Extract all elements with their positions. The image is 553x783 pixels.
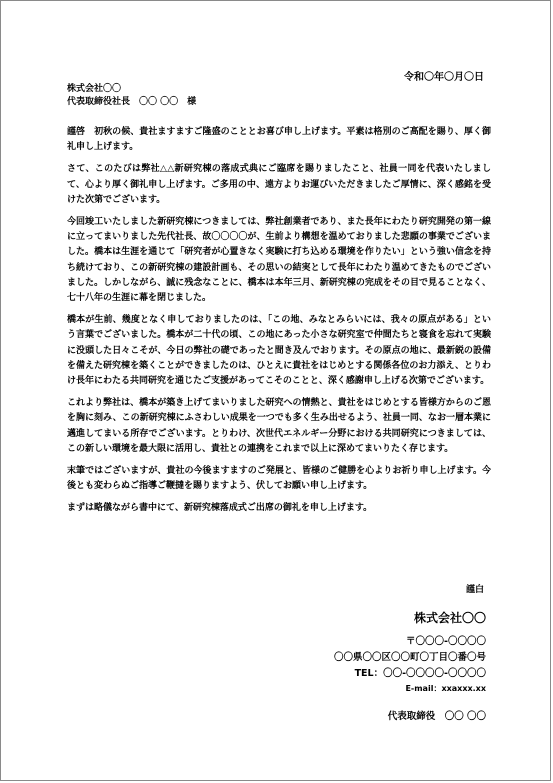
paragraph-wishes: 末筆ではございますが、貴社の今後ますますのご発展と、皆様のご健勝を心よりお祈り申し上げます。今後とも変わらぬご指導ご鞭撻を賜りますよう、伏してお願い申し上げます。 <box>67 466 491 492</box>
recipient-name: 代表取締役社長 〇〇 〇〇 様 <box>67 97 197 107</box>
sender-company: 株式会社〇〇 <box>413 611 486 625</box>
sender-block <box>334 609 486 722</box>
letter-body <box>67 125 491 524</box>
sender-postal: 〒〇〇〇-〇〇〇〇 <box>406 636 486 647</box>
paragraph-background: 今回竣工いたしました新研究棟につきましては、弊社創業者であり、また長年にわたり研究開発の第一線に立ってまいりました先代社長、故〇〇〇〇が、生前より構想を温めておりました悲願の事業でございました。橋本は生涯を通じて「研究者が心置きなく実験に打ち込める環境を作りたい」という強い信念を持ち続けており、この新研究棟の建設計画も、その思いの結実として長年にわたり温めてきたものでございました。しかしながら、誠に残念なことに、橋本は本年三月、新研究棟の完成をその目で見ることなく、七十八年の生涯に幕を閉じました。 <box>67 217 491 304</box>
paragraph-greeting: 謹啓 初秋の候、貴社ますますご隆盛のこととお喜び申し上げます。平素は格別のご高配を賜り、厚く御礼申し上げます。 <box>67 127 491 153</box>
recipient-company: 株式会社〇〇 <box>67 84 122 94</box>
closing-word: 謹白 <box>465 585 484 595</box>
sender-address: 〇〇県〇〇区〇〇町〇丁目〇番〇号 <box>333 652 486 663</box>
sender-representative: 代表取締役 〇〇 〇〇 <box>387 711 486 722</box>
sender-tel: TEL：〇〇-〇〇〇〇-〇〇〇〇 <box>354 668 486 679</box>
letter-date: 令和〇年〇月〇日 <box>404 72 484 83</box>
recipient-block <box>67 83 196 109</box>
paragraph-commitment: これより弊社は、橋本が築き上げてまいりました研究への情熱と、貴社をはじめとする皆様方からのご恩を胸に刻み、この新研究棟にふさわしい成果を一つでも多く生み出せるよう、社員一同、なお一層本業に邁進してまいる所存でございます。とりわけ、次世代エネルギー分野における共同研究につきましては、この新しい環境を最大限に活用し、貴社との連携をこれまで以上に深めてまいりたく存じます。 <box>67 398 491 454</box>
paragraph-conclusion: まずは略儀ながら書中にて、新研究棟落成式ご出席の御礼を申し上げます。 <box>67 503 373 514</box>
paragraph-thanks: さて、このたびは弊社△△新研究棟の落成式典にご臨席を賜りましたこと、社員一同を代表いたしまして、心より厚く御礼申し上げます。ご多用の中、遠方よりお運びいただきましたご厚情に、深く感銘を受けた次第でございます。 <box>67 164 491 205</box>
paragraph-origin: 橋本が生前、幾度となく申しておりましたのは、「この地、みなとみらいには、我々の原点がある」という言葉でございました。橋本が二十代の頃、この地にあった小さな研究室で仲間たちと寝食を忘れて実験に没頭した日々こそが、今日の弊社の礎であったと間き及んでおります。その原点の地に、最新鋭の設備を備えた研究棟を築くことができましたのは、ひとえに貴社をはじめとする関係各位のお力添え、とりわけ長年にわたる共同研究を通じたご支援があってこそのことと、深く感謝申し上げる次第でございます。 <box>67 315 491 387</box>
sender-email: E-mail：xxaxxx.xx <box>405 684 486 693</box>
